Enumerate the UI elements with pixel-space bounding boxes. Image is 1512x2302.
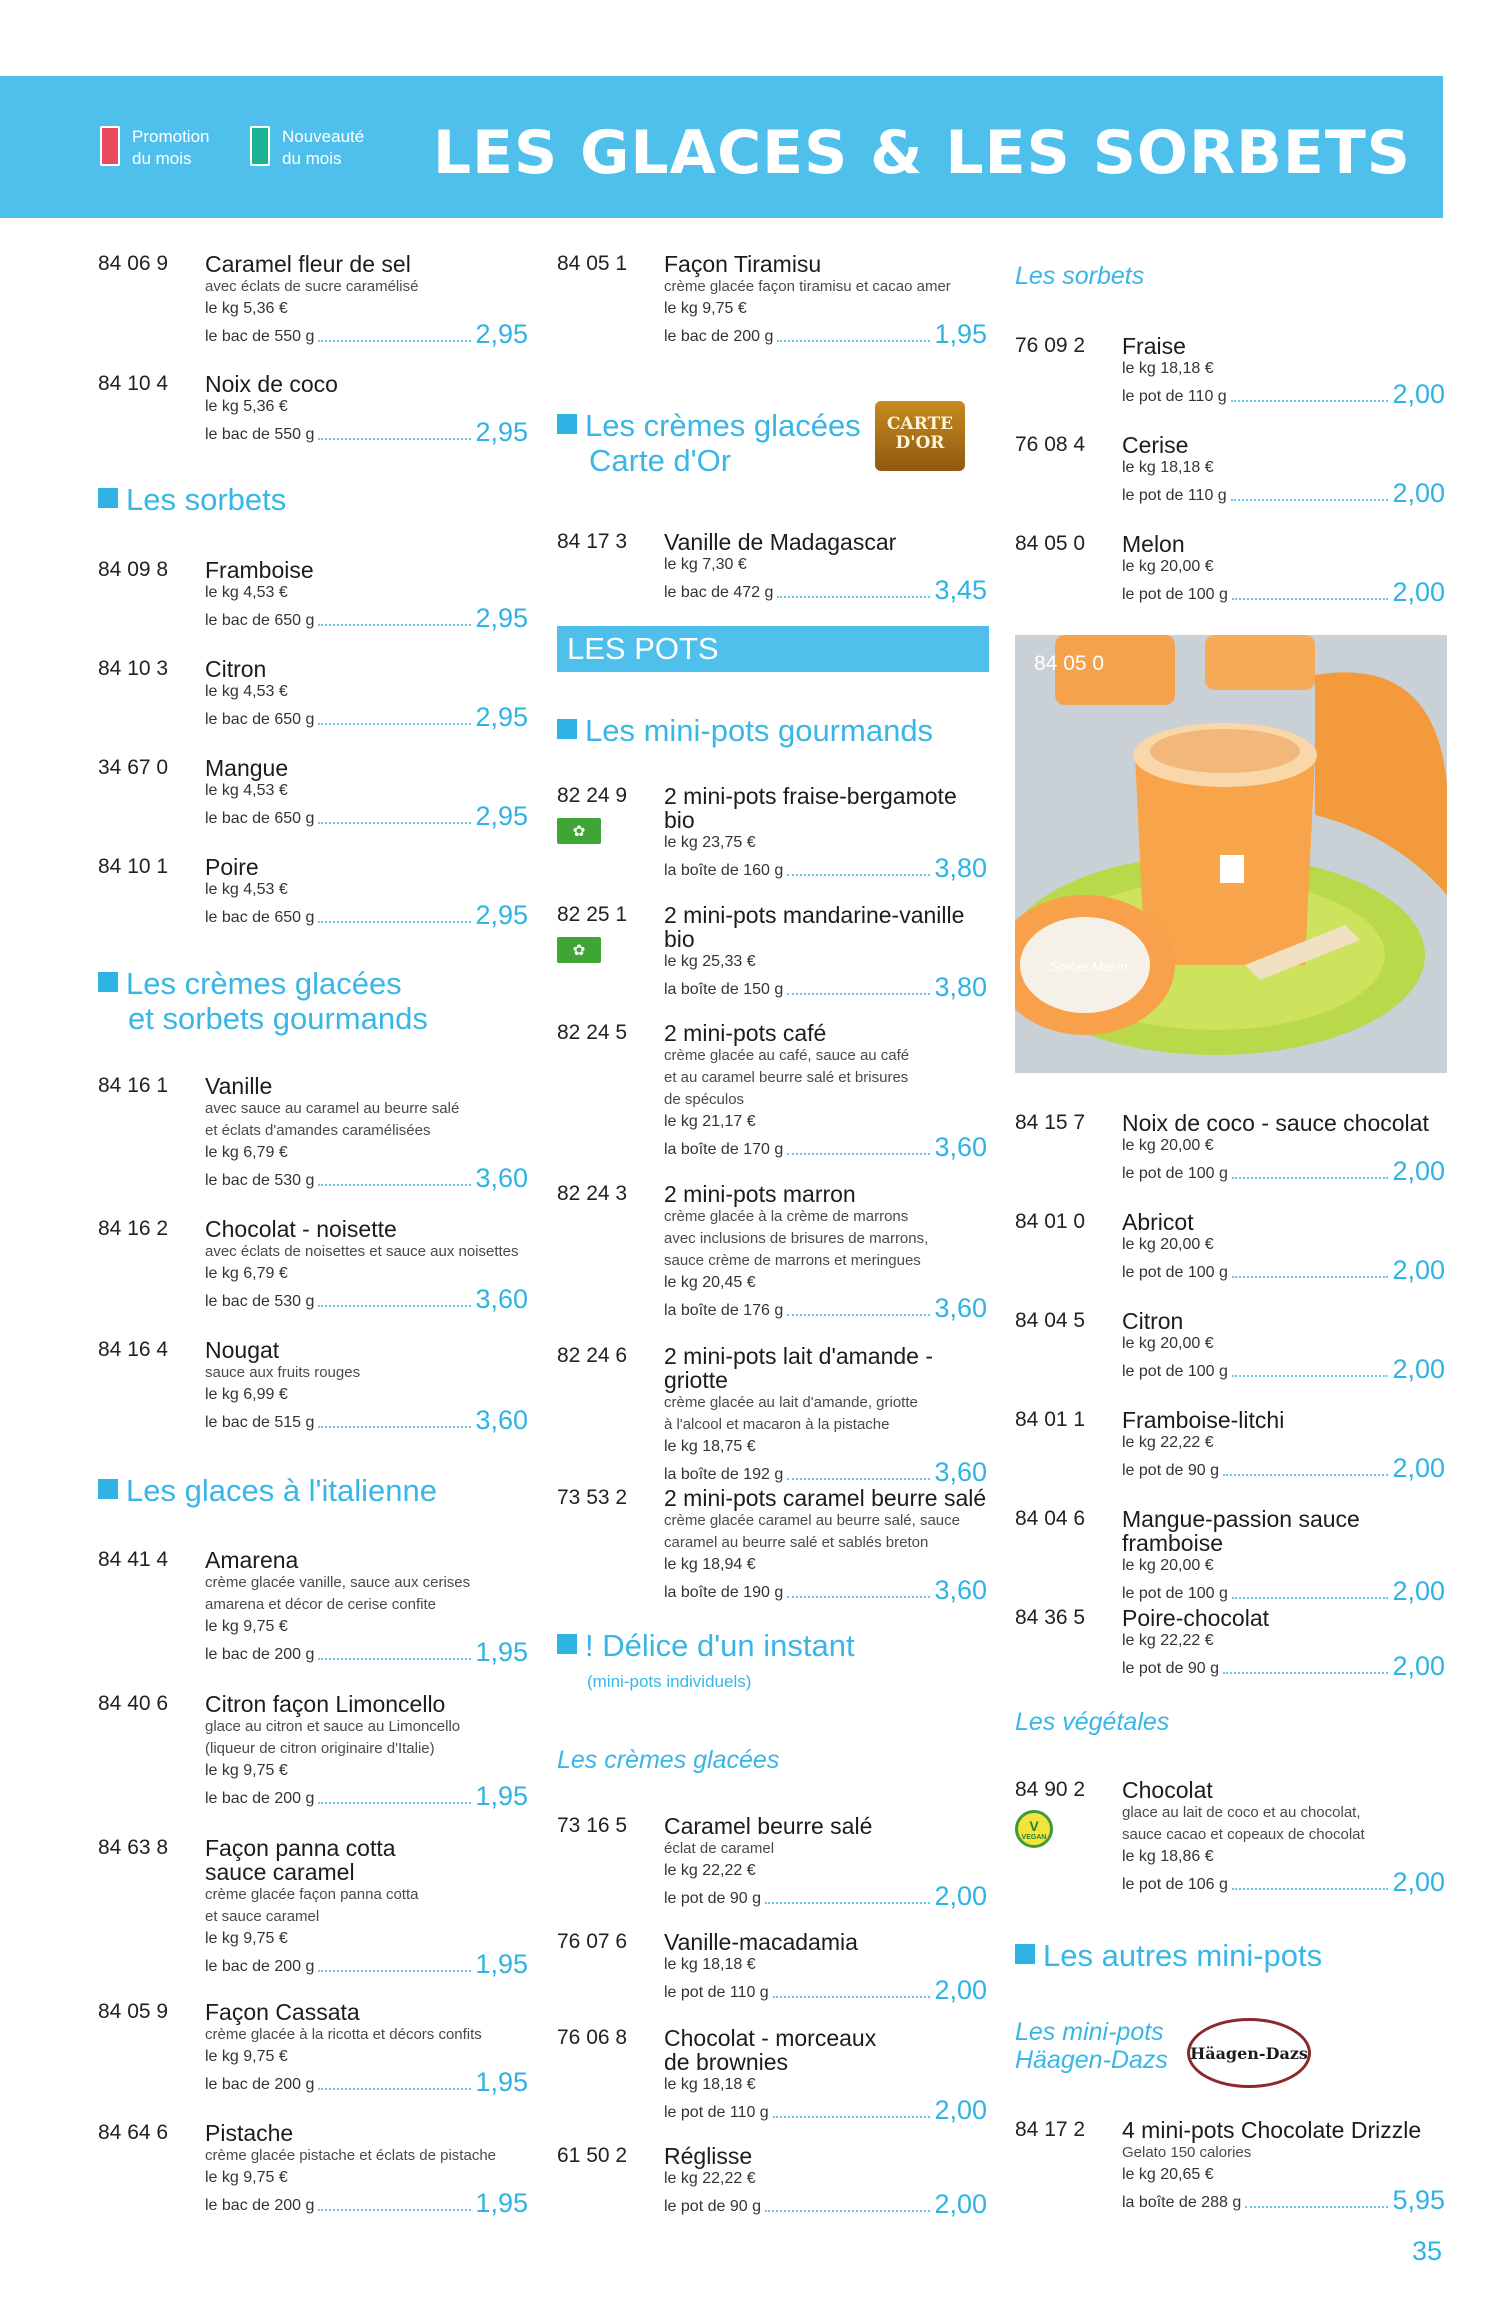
product-code: 82 24 9 xyxy=(557,784,628,807)
product-code: 84 01 1 xyxy=(1015,1408,1086,1431)
pack-size: la boîte de 150 g xyxy=(664,981,784,998)
price-per-kg: le kg 9,75 € xyxy=(205,1618,288,1635)
product-desc: crème glacée au café, sauce au café xyxy=(664,1047,910,1064)
square-bullet-icon xyxy=(98,488,118,508)
product-name: 4 mini-pots Chocolate Drizzle xyxy=(1122,2117,1422,2143)
pack-size: le pot de 90 g xyxy=(664,2198,761,2215)
product-code: 84 15 7 xyxy=(1015,1111,1086,1134)
photo-product-code: 84 05 0 xyxy=(1034,652,1105,675)
product-name: Mangue xyxy=(205,755,289,781)
product-code: 84 16 1 xyxy=(98,1074,169,1097)
product-code: 84 05 9 xyxy=(98,2000,169,2023)
header-banner xyxy=(0,76,1443,218)
square-bullet-icon xyxy=(98,972,118,992)
product-name: 2 mini-pots café xyxy=(664,1020,827,1046)
price-per-kg: le kg 20,45 € xyxy=(664,1274,756,1291)
price: 2,95 xyxy=(475,417,528,447)
pack-size: le bac de 200 g xyxy=(205,1790,315,1807)
legend-nouveaute xyxy=(250,126,392,170)
price: 2,00 xyxy=(934,2095,987,2125)
price-per-kg: le kg 20,65 € xyxy=(1122,2166,1214,2183)
section-title-sorbets xyxy=(98,482,286,517)
square-bullet-icon xyxy=(557,1634,577,1654)
subsection-title-cremes: Les crèmes glacées xyxy=(557,1746,780,1774)
product-code: 84 05 0 xyxy=(1015,532,1086,555)
price: 3,60 xyxy=(475,1284,528,1314)
product-desc: à l'alcool et macaron à la pistache xyxy=(664,1416,890,1433)
price-per-kg: le kg 7,30 € xyxy=(664,556,747,573)
price-per-kg: le kg 4,53 € xyxy=(205,584,288,601)
product-desc: crème glacée façon tiramisu et cacao amer xyxy=(664,278,951,295)
product-name-line2: sauce caramel xyxy=(205,1859,355,1885)
product-name: Citron xyxy=(205,656,267,682)
pack-size: le bac de 200 g xyxy=(205,2197,315,2214)
price-per-kg: le kg 18,86 € xyxy=(1122,1848,1214,1865)
pack-size: la boîte de 192 g xyxy=(664,1466,784,1483)
nouveaute-swatch-icon xyxy=(250,126,270,166)
legend-promotion-label-2: du mois xyxy=(132,149,192,168)
product-desc: amarena et décor de cerise confite xyxy=(205,1596,436,1613)
pack-size: le pot de 100 g xyxy=(1122,1585,1228,1602)
page-number: 35 xyxy=(1411,2236,1442,2266)
product-name: Caramel fleur de sel xyxy=(205,251,411,277)
carte-dor-logo: CARTE D'OR xyxy=(875,401,965,471)
pack-size: le pot de 90 g xyxy=(1122,1660,1219,1677)
section-title-text: ! Délice d'un instant xyxy=(585,1628,855,1663)
section-title-minipots xyxy=(557,713,933,748)
price-per-kg: le kg 6,99 € xyxy=(205,1386,288,1403)
price-per-kg: le kg 20,00 € xyxy=(1122,1557,1214,1574)
pack-size: le pot de 100 g xyxy=(1122,1165,1228,1182)
pack-size: le bac de 550 g xyxy=(205,328,315,345)
product-code: 84 04 5 xyxy=(1015,1309,1086,1332)
price-per-kg: le kg 22,22 € xyxy=(1122,1434,1214,1451)
subsection-title-sorbets: Les sorbets xyxy=(1015,262,1145,290)
price-per-kg: le kg 9,75 € xyxy=(664,300,747,317)
product-desc: crème glacée vanille, sauce aux cerises xyxy=(205,1574,471,1591)
promotion-swatch-icon xyxy=(100,126,120,166)
section-title-cremes-sorbets xyxy=(98,966,402,1001)
price: 1,95 xyxy=(934,319,987,349)
price: 2,00 xyxy=(1392,1156,1445,1186)
price: 3,60 xyxy=(475,1405,528,1435)
product-name: Vanille xyxy=(205,1073,273,1099)
product-code: 84 36 5 xyxy=(1015,1606,1086,1629)
vegan-badge-icon: V VEGAN xyxy=(1015,1810,1053,1848)
product-desc: Gelato 150 calories xyxy=(1122,2144,1252,2161)
price: 1,95 xyxy=(475,1637,528,1667)
product-code: 76 06 8 xyxy=(557,2026,628,2049)
price: 1,95 xyxy=(475,1781,528,1811)
product-name: Vanille de Madagascar xyxy=(664,529,897,555)
price-per-kg: le kg 9,75 € xyxy=(205,2048,288,2065)
price: 2,95 xyxy=(475,801,528,831)
product-name: 2 mini-pots mandarine-vanille xyxy=(664,902,965,928)
product-code: 84 10 3 xyxy=(98,657,169,680)
price: 2,95 xyxy=(475,603,528,633)
product-desc: et éclats d'amandes caramélisées xyxy=(205,1122,431,1139)
pack-size: le pot de 110 g xyxy=(1122,487,1227,504)
price-per-kg: le kg 5,36 € xyxy=(205,398,288,415)
product-name: Noix de coco xyxy=(205,371,338,397)
product-desc: avec sauce au caramel au beurre salé xyxy=(205,1100,460,1117)
product-name: Vanille-macadamia xyxy=(664,1929,858,1955)
product-code: 76 07 6 xyxy=(557,1930,628,1953)
page-title: LES GLACES & LES SORBETS xyxy=(432,118,1411,188)
section-title-text: Les glaces à l'italienne xyxy=(126,1473,437,1508)
product-desc: crème glacée caramel au beurre salé, sauce xyxy=(664,1512,960,1529)
section-title-carte-dor xyxy=(557,408,861,443)
product-name: Citron xyxy=(1122,1308,1184,1334)
product-code: 84 09 8 xyxy=(98,558,169,581)
price: 2,00 xyxy=(1392,379,1445,409)
product-desc: et sauce caramel xyxy=(205,1908,320,1925)
price: 2,00 xyxy=(1392,1867,1445,1897)
price: 2,00 xyxy=(934,1975,987,2005)
product-code: 61 50 2 xyxy=(557,2144,628,2167)
product-code: 76 08 4 xyxy=(1015,433,1086,456)
price-per-kg: le kg 5,36 € xyxy=(205,300,288,317)
price-per-kg: le kg 22,22 € xyxy=(1122,1632,1214,1649)
price: 3,60 xyxy=(934,1293,987,1323)
product-desc: crème glacée à la crème de marrons xyxy=(664,1208,909,1225)
pack-size: le bac de 530 g xyxy=(205,1172,315,1189)
product-name: Façon Tiramisu xyxy=(664,251,822,277)
pack-size: le bac de 200 g xyxy=(664,328,774,345)
price: 2,00 xyxy=(1392,1354,1445,1384)
square-bullet-icon xyxy=(557,719,577,739)
legend-promotion xyxy=(100,126,242,170)
price: 2,00 xyxy=(1392,1255,1445,1285)
product-desc: avec éclats de noisettes et sauce aux noisettes xyxy=(205,1243,519,1260)
section-title-text: Les crèmes glacées xyxy=(585,408,861,443)
product-name: Mangue-passion sauce framboise xyxy=(1122,1506,1360,1556)
product-name: Chocolat - noisette xyxy=(205,1216,397,1242)
price-per-kg: le kg 22,22 € xyxy=(664,1862,756,1879)
pack-size: la boîte de 190 g xyxy=(664,1584,784,1601)
product-code: 73 16 5 xyxy=(557,1814,628,1837)
price: 2,00 xyxy=(934,1881,987,1911)
price: 3,60 xyxy=(934,1132,987,1162)
square-bullet-icon xyxy=(1015,1944,1035,1964)
pack-size: le bac de 650 g xyxy=(205,612,315,629)
product-name: Abricot xyxy=(1122,1209,1194,1235)
price: 3,80 xyxy=(934,853,987,883)
section-bar-pots: LES POTS xyxy=(557,626,989,672)
product-code: 84 06 9 xyxy=(98,252,169,275)
product-name-line2: bio xyxy=(664,926,695,952)
product-desc: crème glacée pistache et éclats de pistache xyxy=(205,2147,496,2164)
product-name: Chocolat xyxy=(1122,1777,1213,1803)
pack-size: le bac de 650 g xyxy=(205,909,315,926)
price: 1,95 xyxy=(475,1949,528,1979)
price-per-kg: le kg 22,22 € xyxy=(664,2170,756,2187)
product-desc: crème glacée à la ricotta et décors confits xyxy=(205,2026,482,2043)
price-per-kg: le kg 18,75 € xyxy=(664,1438,756,1455)
pack-size: la boîte de 170 g xyxy=(664,1141,784,1158)
price: 2,00 xyxy=(1392,1453,1445,1483)
price-per-kg: le kg 20,00 € xyxy=(1122,1236,1214,1253)
product-name: Réglisse xyxy=(664,2143,753,2169)
price: 2,00 xyxy=(1392,577,1445,607)
product-desc: éclat de caramel xyxy=(664,1840,775,1857)
product-desc: sauce cacao et copeaux de chocolat xyxy=(1122,1826,1365,1843)
price-per-kg: le kg 20,00 € xyxy=(1122,558,1214,575)
product-name: Fraise xyxy=(1122,333,1186,359)
product-code: 73 53 2 xyxy=(557,1486,628,1509)
price-per-kg: le kg 4,53 € xyxy=(205,683,288,700)
price-per-kg: le kg 9,75 € xyxy=(205,1762,288,1779)
product-code: 76 09 2 xyxy=(1015,334,1086,357)
legend-promotion-label: Promotion xyxy=(132,127,210,146)
product-code: 84 05 1 xyxy=(557,252,628,275)
product-code: 84 63 8 xyxy=(98,1836,169,1859)
price-per-kg: le kg 18,18 € xyxy=(664,1956,756,1973)
section-title-text: Les crèmes glacées xyxy=(126,966,402,1001)
product-code: 82 25 1 xyxy=(557,903,628,926)
product-name: Pistache xyxy=(205,2120,294,2146)
section-title-autres-minipots xyxy=(1015,1938,1322,1973)
pack-size: le bac de 472 g xyxy=(664,584,774,601)
product-code: 84 04 6 xyxy=(1015,1507,1086,1530)
subsection-title-haagen-dazs-line2: Häagen-Dazs xyxy=(1015,2046,1168,2074)
pack-size: le bac de 200 g xyxy=(205,1958,315,1975)
pack-size: le pot de 110 g xyxy=(664,1984,769,2001)
section-title-text: Les autres mini-pots xyxy=(1043,1938,1323,1973)
bio-label-icon: ✿ xyxy=(557,818,601,844)
pack-size: le pot de 100 g xyxy=(1122,1363,1228,1380)
section-title-text: Les mini-pots gourmands xyxy=(585,713,934,748)
section-title-delice xyxy=(557,1628,855,1663)
product-name: Framboise-litchi xyxy=(1122,1407,1285,1433)
product-name: Façon Cassata xyxy=(205,1999,360,2025)
price-per-kg: le kg 9,75 € xyxy=(205,2169,288,2186)
price: 2,00 xyxy=(1392,1651,1445,1681)
price-per-kg: le kg 25,33 € xyxy=(664,953,756,970)
pack-size: le bac de 650 g xyxy=(205,711,315,728)
pack-size: la boîte de 176 g xyxy=(664,1302,784,1319)
product-code: 84 16 4 xyxy=(98,1338,169,1361)
product-name: Caramel beurre salé xyxy=(664,1813,873,1839)
product-name: Poire-chocolat xyxy=(1122,1605,1270,1631)
product-desc: et au caramel beurre salé et brisures xyxy=(664,1069,909,1086)
product-code: 82 24 3 xyxy=(557,1182,628,1205)
price-per-kg: le kg 18,18 € xyxy=(664,2076,756,2093)
product-code: 34 67 0 xyxy=(98,756,169,779)
price: 3,60 xyxy=(934,1457,987,1487)
bio-label-icon: ✿ xyxy=(557,937,601,963)
pack-size: le pot de 100 g xyxy=(1122,586,1228,603)
pack-size: le bac de 200 g xyxy=(205,1646,315,1663)
product-code: 84 41 4 xyxy=(98,1548,169,1571)
product-name: Melon xyxy=(1122,531,1185,557)
subsection-title-vegetales: Les végétales xyxy=(1015,1708,1170,1736)
product-name: Citron façon Limoncello xyxy=(205,1691,446,1717)
product-code: 82 24 6 xyxy=(557,1344,628,1367)
pack-size: le bac de 550 g xyxy=(205,426,315,443)
price-per-kg: le kg 21,17 € xyxy=(664,1113,756,1130)
pack-size: la boîte de 160 g xyxy=(664,862,784,879)
section-title-italienne xyxy=(98,1473,437,1508)
price: 3,60 xyxy=(475,1163,528,1193)
product-desc: sauce crème de marrons et meringues xyxy=(664,1252,921,1269)
price-per-kg: le kg 20,00 € xyxy=(1122,1137,1214,1154)
product-name: 2 mini-pots marron xyxy=(664,1181,856,1207)
price-per-kg: le kg 18,94 € xyxy=(664,1556,756,1573)
price: 2,00 xyxy=(1392,1576,1445,1606)
price: 3,60 xyxy=(934,1575,987,1605)
product-name-line2: bio xyxy=(664,807,695,833)
product-name: Cerise xyxy=(1122,432,1189,458)
pack-size: le pot de 106 g xyxy=(1122,1876,1228,1893)
product-code: 84 10 4 xyxy=(98,372,169,395)
pack-size: le bac de 650 g xyxy=(205,810,315,827)
section-note: (mini-pots individuels) xyxy=(587,1672,752,1691)
pack-size: le pot de 90 g xyxy=(1122,1462,1219,1479)
product-code: 82 24 5 xyxy=(557,1021,628,1044)
product-name: Noix de coco - sauce chocolat xyxy=(1122,1110,1429,1136)
pack-size: le bac de 515 g xyxy=(205,1414,315,1431)
photo-lid-label: Sorbet Melon xyxy=(1050,959,1128,974)
price: 1,95 xyxy=(475,2067,528,2097)
product-code: 84 64 6 xyxy=(98,2121,169,2144)
product-name: Façon panna cotta xyxy=(205,1835,396,1861)
price: 2,95 xyxy=(475,900,528,930)
product-name-line2: de brownies xyxy=(664,2049,789,2075)
vegan-badge-label: VEGAN xyxy=(1021,1833,1047,1841)
product-name: 2 mini-pots caramel beurre salé xyxy=(664,1485,987,1511)
price-per-kg: le kg 6,79 € xyxy=(205,1265,288,1282)
price-per-kg: le kg 20,00 € xyxy=(1122,1335,1214,1352)
price: 2,00 xyxy=(934,2189,987,2219)
price-per-kg: le kg 4,53 € xyxy=(205,782,288,799)
product-desc: crème glacée façon panna cotta xyxy=(205,1886,419,1903)
product-name: 2 mini-pots fraise-bergamote xyxy=(664,783,957,809)
price: 5,95 xyxy=(1392,2185,1445,2215)
pack-size: le pot de 100 g xyxy=(1122,1264,1228,1281)
product-name: 2 mini-pots lait d'amande - griotte xyxy=(664,1343,934,1393)
pack-size: le bac de 530 g xyxy=(205,1293,315,1310)
subsection-title-haagen-dazs: Les mini-pots xyxy=(1015,2018,1164,2046)
product-name: Nougat xyxy=(205,1337,280,1363)
product-code: 84 17 2 xyxy=(1015,2118,1086,2141)
pack-size: le pot de 110 g xyxy=(1122,388,1227,405)
product-desc: avec inclusions de brisures de marrons, xyxy=(664,1230,929,1247)
price: 3,45 xyxy=(934,575,987,605)
product-desc: de spéculos xyxy=(664,1091,745,1108)
product-code: 84 16 2 xyxy=(98,1217,169,1240)
square-bullet-icon xyxy=(557,414,577,434)
product-name: Framboise xyxy=(205,557,314,583)
product-desc: caramel au beurre salé et sablés breton xyxy=(664,1534,929,1551)
price-per-kg: le kg 6,79 € xyxy=(205,1144,288,1161)
pack-size: la boîte de 288 g xyxy=(1122,2194,1242,2211)
section-title-cremes-sorbets-line2: et sorbets gourmands xyxy=(128,1001,428,1036)
product-desc: glace au citron et sauce au Limoncello xyxy=(205,1718,461,1735)
melon-sorbet-photo xyxy=(1015,635,1447,1073)
product-desc: sauce aux fruits rouges xyxy=(205,1364,361,1381)
product-code: 84 40 6 xyxy=(98,1692,169,1715)
section-title-carte-dor-line2: Carte d'Or xyxy=(589,443,732,478)
section-title-text: Les sorbets xyxy=(126,482,287,517)
product-name: Chocolat - morceaux xyxy=(664,2025,877,2051)
price: 3,80 xyxy=(934,972,987,1002)
product-desc: (liqueur de citron originaire d'Italie) xyxy=(205,1740,435,1757)
product-desc: crème glacée au lait d'amande, griotte xyxy=(664,1394,918,1411)
price: 2,00 xyxy=(1392,478,1445,508)
product-code: 84 01 0 xyxy=(1015,1210,1086,1233)
price-per-kg: le kg 18,18 € xyxy=(1122,459,1214,476)
price-per-kg: le kg 18,18 € xyxy=(1122,360,1214,377)
price: 2,95 xyxy=(475,702,528,732)
pack-size: le pot de 110 g xyxy=(664,2104,769,2121)
product-code: 84 17 3 xyxy=(557,530,628,553)
product-name: Amarena xyxy=(205,1547,299,1573)
legend-nouveaute-label-2: du mois xyxy=(282,149,342,168)
melon-sorbet-illustration xyxy=(1015,635,1447,1073)
haagen-dazs-logo: Häagen-Dazs xyxy=(1187,2018,1311,2088)
price-per-kg: le kg 23,75 € xyxy=(664,834,756,851)
legend-nouveaute-label: Nouveauté xyxy=(282,127,365,146)
product-desc: glace au lait de coco et au chocolat, xyxy=(1122,1804,1361,1821)
product-code: 84 10 1 xyxy=(98,855,169,878)
pack-size: le pot de 90 g xyxy=(664,1890,761,1907)
square-bullet-icon xyxy=(98,1479,118,1499)
price: 2,95 xyxy=(475,319,528,349)
product-desc: avec éclats de sucre caramélisé xyxy=(205,278,419,295)
pack-size: le bac de 200 g xyxy=(205,2076,315,2093)
product-code: 84 90 2 xyxy=(1015,1778,1086,1801)
price-per-kg: le kg 9,75 € xyxy=(205,1930,288,1947)
product-name: Poire xyxy=(205,854,259,880)
price: 1,95 xyxy=(475,2188,528,2218)
price-per-kg: le kg 4,53 € xyxy=(205,881,288,898)
